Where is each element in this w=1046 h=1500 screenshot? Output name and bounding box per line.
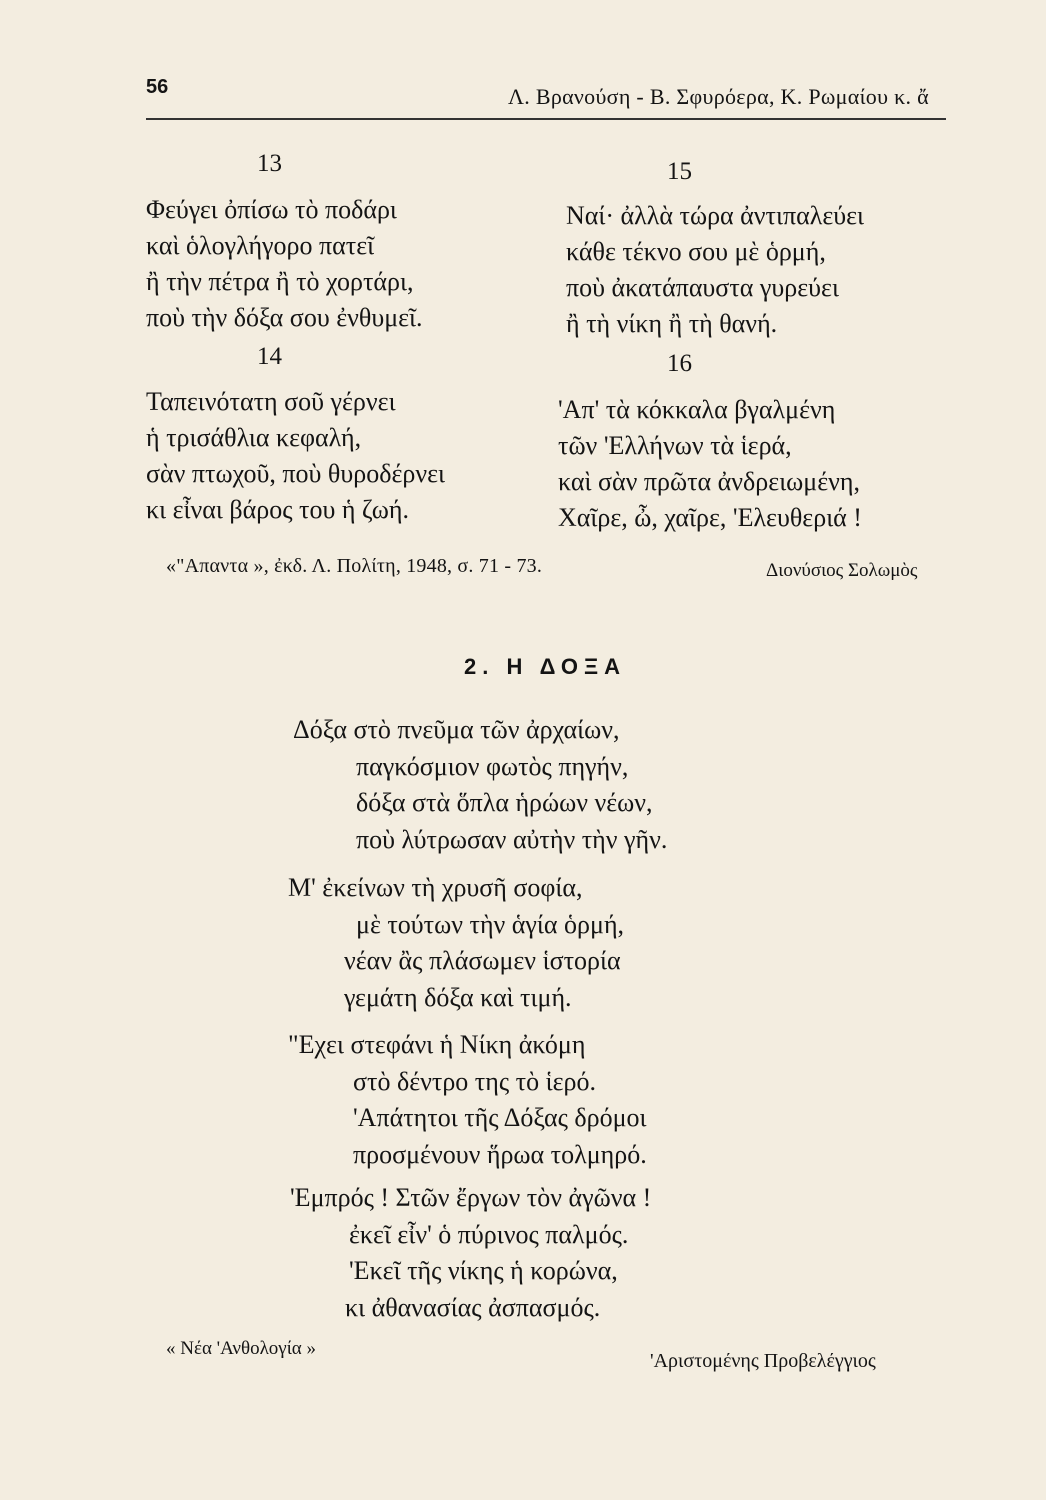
verse-line: κι ἀθανασίας ἀσπασμός. xyxy=(345,1292,601,1322)
verse-line: Χαῖρε, ὦ, χαῖρε, 'Ελευθεριά ! xyxy=(558,503,862,532)
stanza xyxy=(146,192,423,336)
poem1-author: Διονύσιος Σολωμὸς xyxy=(766,560,918,581)
header-rule xyxy=(146,118,946,120)
poem1-source: «"Απαντα », ἐκδ. Λ. Πολίτη, 1948, σ. 71 - 73. xyxy=(166,555,543,577)
stanza xyxy=(288,870,625,1016)
verse-line: κι εἶναι βάρος του ἡ ζωή. xyxy=(146,495,409,524)
stanza-number: 15 xyxy=(667,158,692,185)
verse-line: κάθε τέκνο σου μὲ ὁρμή, xyxy=(566,237,826,266)
verse-line: 'Απ' τὰ κόκκαλα βγαλμένη xyxy=(558,395,836,424)
poem2-author: 'Αριστομένης Προβελέγγιος xyxy=(650,1350,876,1372)
verse-line: Ταπεινότατη σοῦ γέρνει xyxy=(146,387,396,416)
verse-line: "Εχει στεφάνι ἡ Νίκη ἀκόμη xyxy=(288,1030,586,1059)
page-number: 56 xyxy=(146,76,169,98)
verse-line: Μ' ἐκείνων τὴ χρυσῆ σοφία, xyxy=(288,873,583,902)
stanza xyxy=(288,1027,647,1173)
verse-line: γεμάτη δόξα καὶ τιμή. xyxy=(344,982,572,1012)
verse-line: Δόξα στὸ πνεῦμα τῶν ἀρχαίων, xyxy=(293,715,620,744)
verse-line: τῶν 'Ελλήνων τὰ ἱερά, xyxy=(558,431,792,460)
verse-line: 'Εκεῖ τῆς νίκης ἡ κορώνα, xyxy=(349,1256,618,1285)
stanza-number: 14 xyxy=(257,343,282,370)
verse-line: 'Εμπρός ! Στῶν ἔργων τὸν ἀγῶνα ! xyxy=(290,1183,652,1212)
verse-line: ποὺ λύτρωσαν αὐτὴν τὴν γῆν. xyxy=(356,824,668,854)
verse-line: παγκόσμιον φωτὸς πηγήν, xyxy=(356,751,629,781)
verse-line: Ναί· ἀλλὰ τώρα ἀντιπαλεύει xyxy=(566,201,865,230)
verse-line: ποὺ ἀκατάπαυστα γυρεύει xyxy=(566,273,839,302)
stanza-number: 16 xyxy=(667,350,692,377)
verse-line: στὸ δέντρο της τὸ ἱερό. xyxy=(353,1066,596,1096)
verse-line: ἢ τὴ νίκη ἢ τὴ θανή. xyxy=(566,309,778,338)
verse-line: καὶ σὰν πρῶτα ἀνδρειωμένη, xyxy=(558,467,861,496)
verse-line: ἢ τὴν πέτρα ἢ τὸ χορτάρι, xyxy=(146,267,414,296)
stanza-number: 13 xyxy=(257,150,282,177)
verse-line: νέαν ἂς πλάσωμεν ἱστορία xyxy=(344,946,621,975)
verse-line: ἡ τρισάθλια κεφαλή, xyxy=(146,423,362,452)
stanza xyxy=(558,392,862,536)
stanza xyxy=(566,198,864,342)
verse-line: ποὺ τὴν δόξα σου ἐνθυμεῖ. xyxy=(146,303,423,332)
poem2-source: « Νέα 'Ανθολογία » xyxy=(166,1338,317,1359)
verse-line: σὰν πτωχοῦ, ποὺ θυροδέρνει xyxy=(146,459,446,488)
poem2-title: 2. Η ΔΟΞΑ xyxy=(464,654,627,679)
verse-line: ἐκεῖ εἶν' ὁ πύρινος παλμός. xyxy=(349,1219,629,1249)
verse-line: μὲ τούτων τὴν ἁγία ὁρμή, xyxy=(356,909,625,939)
running-head: Λ. Βρανούση - Β. Σφυρόερα, Κ. Ρωμαίου κ. ἄ xyxy=(508,84,929,109)
verse-line: Φεύγει ὀπίσω τὸ ποδάρι xyxy=(146,195,397,224)
verse-line: προσμένουν ἥρωα τολμηρό. xyxy=(353,1139,647,1169)
verse-line: καὶ ὁλογλήγορο πατεῖ xyxy=(146,231,375,260)
stanza xyxy=(290,1180,651,1326)
stanza xyxy=(293,712,668,858)
stanza xyxy=(146,384,445,528)
verse-line: 'Απάτητοι τῆς Δόξας δρόμοι xyxy=(353,1103,647,1132)
verse-line: δόξα στὰ ὅπλα ἡρώων νέων, xyxy=(356,788,653,817)
